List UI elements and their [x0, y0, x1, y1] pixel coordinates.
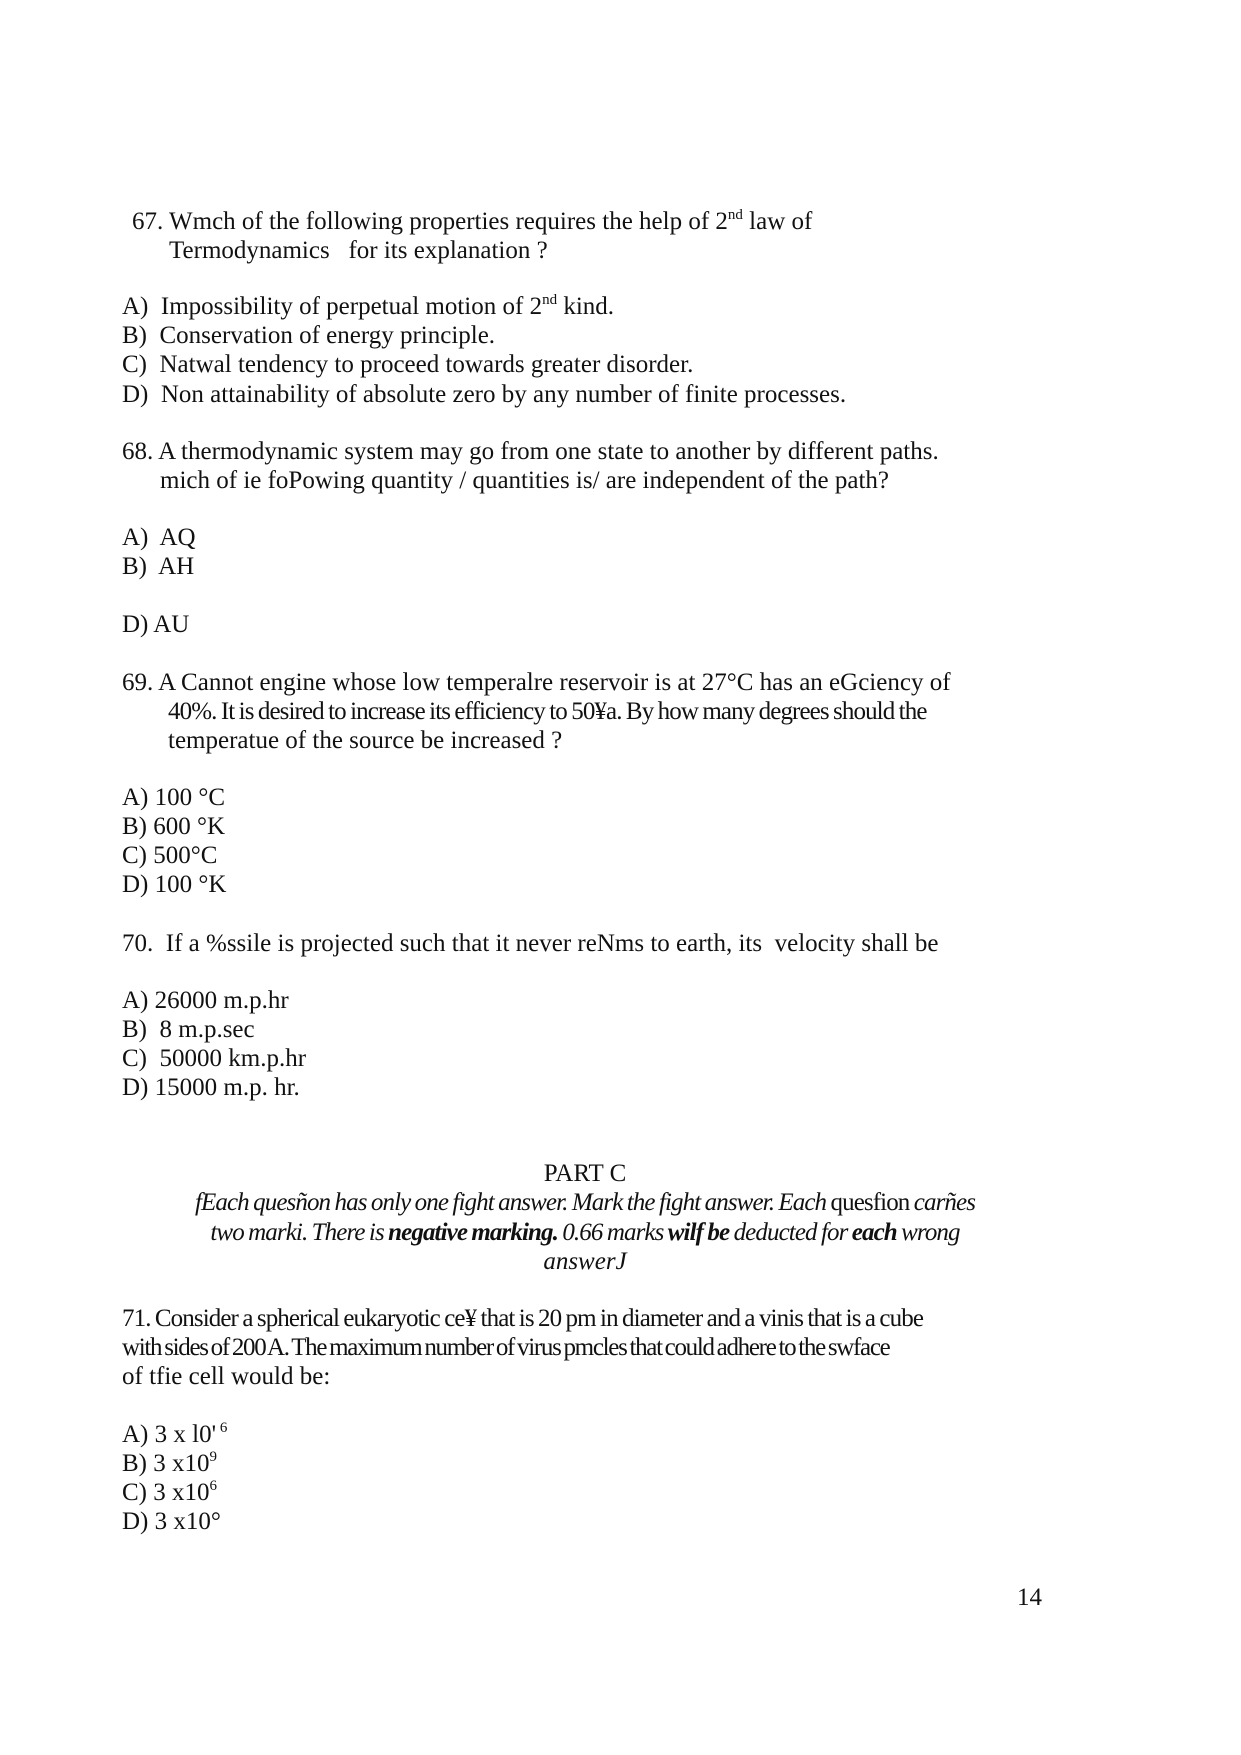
q69-stem-line1: 69. A Cannot engine whose low temperalre reservoir is at 27°C has an eGciency of: [122, 669, 951, 696]
q70-option-c: C) 50000 km.p.hr: [122, 1045, 307, 1072]
q67-option-b: B) Conservation of energy principle.: [122, 322, 496, 349]
q69-option-c: C) 500°C: [122, 842, 218, 869]
q69-stem-line3: temperatue of the source be increased ?: [168, 727, 563, 754]
q69-stem-line2: 40%. It is desired to increase its efficiency to 50¥a. By how many degrees should the: [168, 698, 927, 725]
q67-option-c: C) Natwal tendency to proceed towards greater disorder.: [122, 351, 694, 378]
q70-option-b: B) 8 m.p.sec: [122, 1016, 255, 1043]
q68-option-b: B) AH: [122, 553, 195, 580]
q70-option-a: A) 26000 m.p.hr: [122, 987, 289, 1014]
q71-option-d: D) 3 x10°: [122, 1508, 221, 1535]
page-number: 14: [1017, 1584, 1042, 1611]
q69-option-b: B) 600 °K: [122, 813, 226, 840]
q71-stem-line1: 71. Consider a spherical eukaryotic ce¥ that is 20 pm in diameter and a vinis that is a cube: [122, 1305, 924, 1332]
q69-option-a: A) 100 °C: [122, 784, 226, 811]
q67-stem-line2: Termodynamics for its explanation ?: [169, 237, 548, 264]
q69-option-d: D) 100 °K: [122, 871, 227, 898]
q67-stem-line1: 67. Wmch of the following properties requires the help of 2nd law of: [132, 207, 813, 235]
q68-stem-line1: 68. A thermodynamic system may go from one state to another by different paths.: [122, 438, 939, 465]
q71-option-a: A) 3 x l0' $^6$: [122, 1420, 228, 1448]
q70-option-d: D) 15000 m.p. hr.: [122, 1074, 300, 1101]
q71-option-b: B) 3 $x10^9$: [122, 1449, 217, 1477]
q67-option-d: D) Non attainability of absolute zero by any number of finite processes.: [122, 381, 847, 408]
q67-option-a: A) Impossibility of perpetual motion of 2nd kind.: [122, 292, 615, 320]
q71-stem-line2: with sides of 200 A. The maximum number of virus pmcles that could adhere to the swface: [122, 1334, 890, 1361]
q68-option-d: D) AU: [122, 611, 190, 638]
q68-stem-line2: mich of ie foPowing quantity / quantities is/ are independent of the path?: [160, 467, 889, 494]
part-c-instructions-line1: fEach quesñon has only one fight answer. Mark the fight answer. Each quesfion carñes: [194, 1189, 976, 1216]
part-c-instructions-line2: two marki. There is negative marking. 0.66 marks wilf be deducted for each wrong: [210, 1219, 960, 1246]
part-c-instructions-line3: answerJ: [543, 1248, 627, 1275]
part-c-heading: PART C: [543, 1160, 627, 1187]
q71-stem-line3: of tfie cell would be:: [122, 1363, 331, 1390]
q68-option-a: A) AQ: [122, 524, 196, 551]
q70-stem: 70. If a %ssile is projected such that it never reNms to earth, its velocity shall be: [122, 930, 939, 957]
q71-option-c: C) 3 $x10^6$: [122, 1478, 217, 1506]
